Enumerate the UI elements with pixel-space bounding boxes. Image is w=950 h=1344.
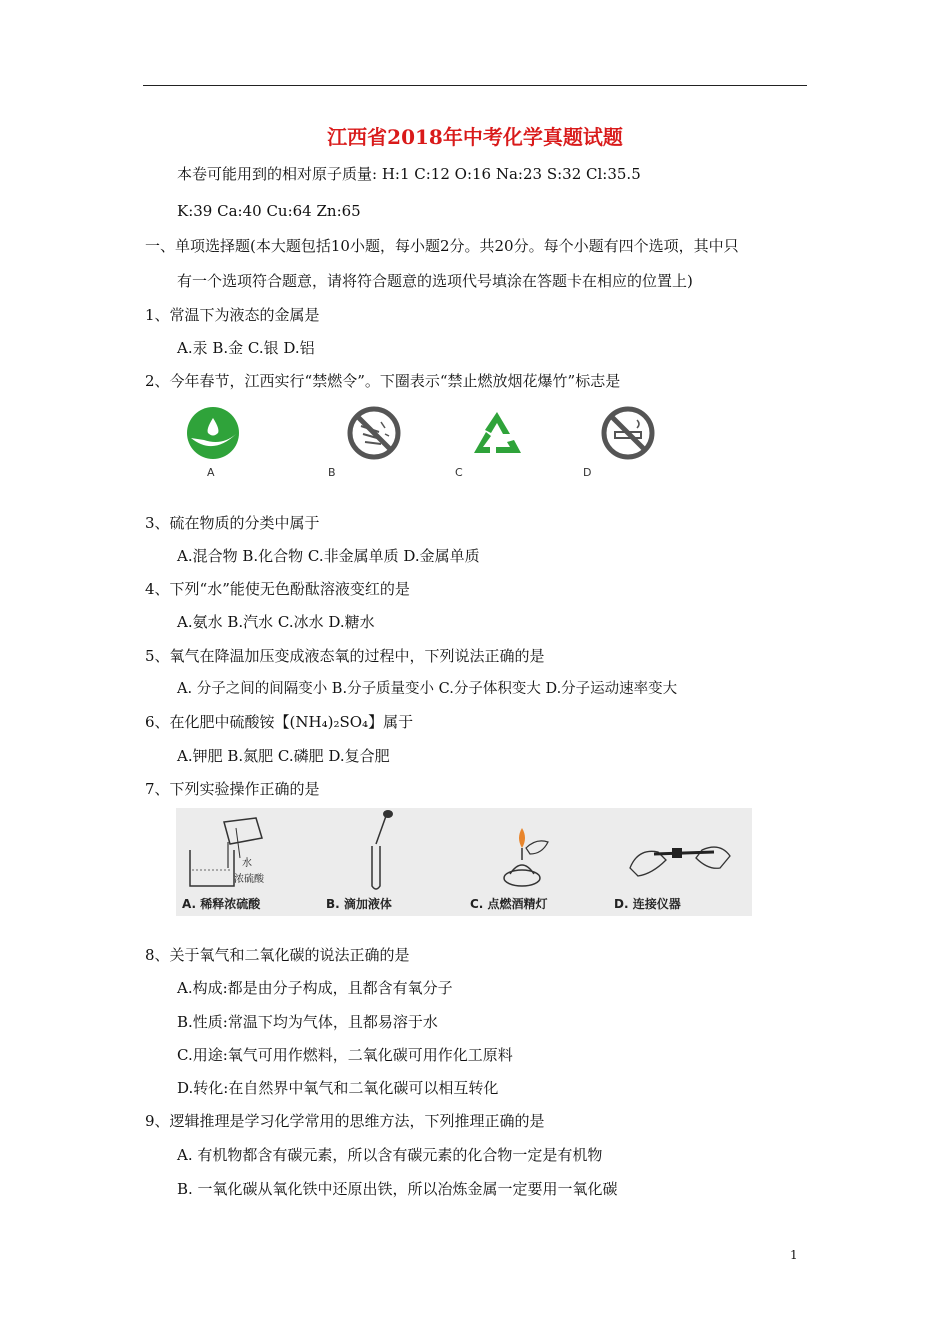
section-instructions: 有一个选项符合题意，请将符合题意的选项代号填涂在答题卡在相应的位置上) [177,272,693,290]
header-rule [143,85,807,86]
question-8-stem: 8、关于氧气和二氧化碳的说法正确的是 [145,946,410,964]
question-8-option-a: A.构成:都是由分子构成，且都含有氧分子 [177,979,453,997]
lab-c-caption: C. 点燃酒精灯 [470,897,548,911]
sign-d-no-smoking-icon [597,402,677,488]
question-3-options: A.混合物 B.化合物 C.非金属单质 D.金属单质 [177,547,480,565]
lab-a-acid-label: 浓硫酸 [234,874,264,885]
lab-b-caption: B. 滴加液体 [326,897,392,911]
question-1-options: A.汞 B.金 C.银 D.铝 [177,339,315,357]
lab-a-dilute-acid [176,808,320,916]
question-5-stem: 5、氧气在降温加压变成液态氧的过程中，下列说法正确的是 [145,647,545,665]
question-5-options: A. 分子之间的间隔变小 B.分子质量变小 C.分子体积变大 D.分子运动速率变大 [177,681,678,697]
question-4-options: A.氨水 B.汽水 C.冰水 D.糖水 [177,613,375,631]
sign-a-water-saving-icon [182,402,262,488]
question-8-option-c: C.用途:氧气可用作燃料，二氧化碳可用作化工原料 [177,1046,513,1064]
sign-b-no-fireworks-icon [343,402,423,488]
question-3-stem: 3、硫在物质的分类中属于 [145,514,320,532]
atomic-mass-line1: 本卷可能用到的相对原子质量: H:1 C:12 O:16 Na:23 S:32 Cl:35.5 [177,165,641,183]
page-number: 1 [790,1248,798,1262]
sign-c-label: C [455,466,463,479]
lab-b-drip-liquid [320,808,464,916]
question-9-stem: 9、逻辑推理是学习化学常用的思维方法，下列推理正确的是 [145,1112,545,1130]
question-6-options: A.钾肥 B.氮肥 C.磷肥 D.复合肥 [177,747,390,765]
lab-d-connect-apparatus [608,808,752,916]
question-8-option-d: D.转化:在自然界中氧气和二氧化碳可以相互转化 [177,1079,499,1097]
question-2-stem: 2、今年春节，江西实行“禁燃令”。下圈表示“禁止燃放烟花爆竹”标志是 [145,372,621,390]
question-8-option-b: B.性质:常温下均为气体，且都易溶于水 [177,1013,438,1031]
page-title: 江西省2018年中考化学真题试题 [327,125,623,149]
lab-c-light-lamp [464,808,608,916]
lab-operations-figure [176,808,752,916]
question-6-stem: 6、在化肥中硫酸铵【(NH₄)₂SO₄】属于 [145,713,414,731]
sign-a-label: A [207,466,215,479]
lab-d-caption: D. 连接仪器 [614,897,681,911]
sign-d-label: D [583,466,592,479]
question-1-stem: 1、常温下为液态的金属是 [145,306,320,324]
question-4-stem: 4、下列“水”能使无色酚酞溶液变红的是 [145,580,410,598]
sign-c-recycling-icon [466,402,546,488]
question-7-stem: 7、下列实验操作正确的是 [145,780,320,798]
section-heading: 一、单项选择题(本大题包括10小题，每小题2分。共20分。每个小题有四个选项，其中只 [145,237,739,255]
question-9-option-a: A. 有机物都含有碳元素，所以含有碳元素的化合物一定是有机物 [177,1146,603,1164]
lab-a-water-label: 水 [242,858,252,869]
atomic-mass-line2: K:39 Ca:40 Cu:64 Zn:65 [177,202,361,220]
sign-b-label: B [328,466,336,479]
lab-a-caption: A. 稀释浓硫酸 [182,897,261,911]
question-9-option-b: B. 一氧化碳从氧化铁中还原出铁，所以冶炼金属一定要用一氧化碳 [177,1180,618,1198]
